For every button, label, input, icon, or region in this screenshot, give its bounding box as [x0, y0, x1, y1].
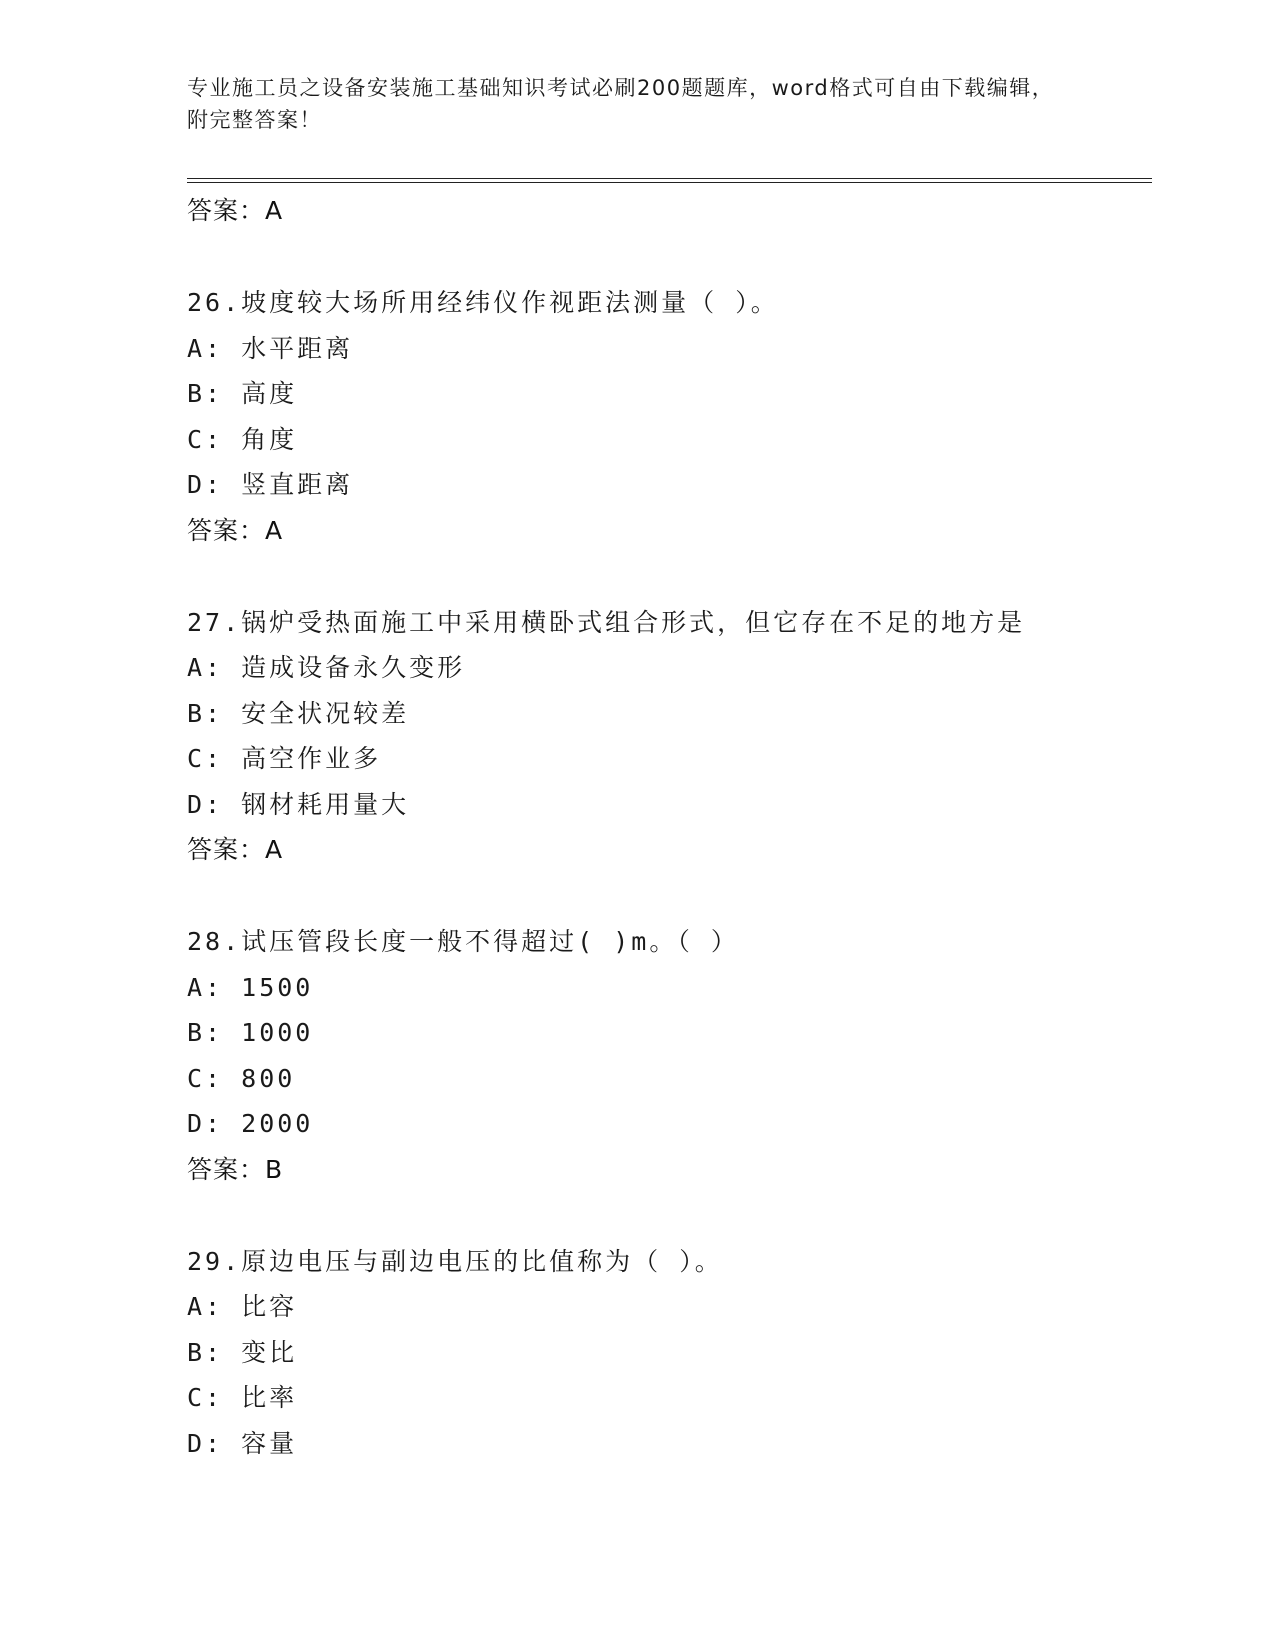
header-rule-bottom — [187, 182, 1152, 183]
question-stem: 28.试压管段长度一般不得超过( )m。（ ） — [187, 927, 739, 956]
option-b: B: 高度 — [187, 379, 298, 408]
question-27 — [187, 600, 1147, 873]
option-b: B: 变比 — [187, 1337, 298, 1367]
question-list — [187, 188, 1147, 1466]
option-c: C: 比率 — [187, 1383, 298, 1412]
document-header: 专业施工员之设备安装施工基础知识考试必刷200题题库，word格式可自由下载编辑，附完整答案！ — [187, 76, 1055, 132]
question-28 — [187, 919, 1147, 1192]
spacer — [187, 872, 1147, 919]
option-d: D: 2000 — [187, 1109, 314, 1138]
option-c: C: 高空作业多 — [187, 744, 382, 773]
option-b: B: 1000 — [187, 1018, 314, 1047]
option-d: D: 钢材耗用量大 — [187, 789, 410, 819]
spacer — [187, 553, 1147, 600]
question-stem: 26.坡度较大场所用经纬仪作视距法测量（ ）。 — [187, 288, 779, 317]
option-a: A: 1500 — [187, 972, 314, 1002]
option-b: B: 安全状况较差 — [187, 698, 410, 728]
answer-line: 答案：A — [187, 515, 284, 545]
question-29 — [187, 1239, 1147, 1467]
question-stem: 29.原边电压与副边电压的比值称为（ ）。 — [187, 1246, 723, 1276]
answer-line: 答案：A — [187, 196, 284, 225]
option-a: A: 造成设备永久变形 — [187, 653, 466, 682]
option-c: C: 800 — [187, 1063, 296, 1093]
spacer — [187, 233, 1147, 280]
option-c: C: 角度 — [187, 424, 298, 454]
option-a: A: 比容 — [187, 1292, 298, 1321]
answer-line: 答案：B — [187, 1154, 284, 1184]
spacer — [187, 1192, 1147, 1239]
header-rule-top — [187, 178, 1152, 179]
question-26 — [187, 280, 1147, 553]
question-stem: 27.锅炉受热面施工中采用横卧式组合形式，但它存在不足的地方是 — [187, 607, 1026, 637]
answer-line: 答案：A — [187, 835, 284, 864]
option-d: D: 容量 — [187, 1428, 298, 1458]
option-a: A: 水平距离 — [187, 333, 354, 363]
option-d: D: 竖直距离 — [187, 470, 354, 499]
